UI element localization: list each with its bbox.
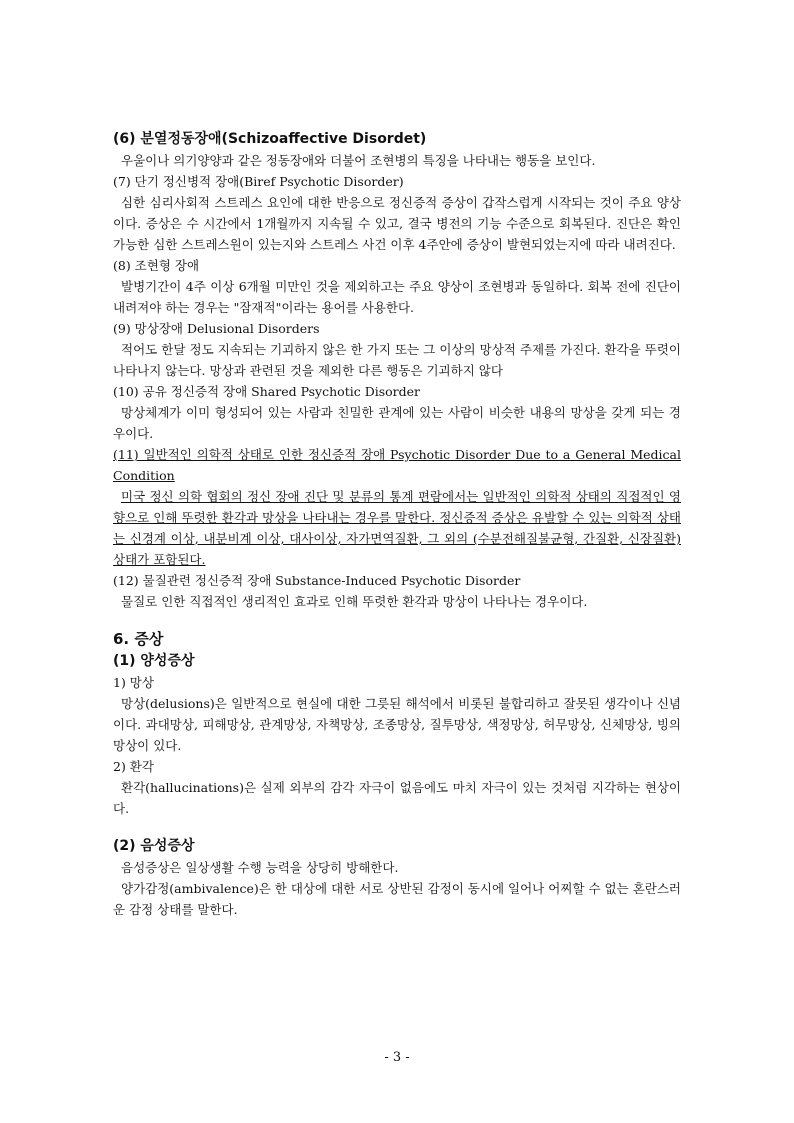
ambivalence-text: 양가감정(ambivalence)은 한 대상에 대한 서로 상반된 감정이 동시에 일어나 어찌할 수 없는 혼란스러운 감정 상태를 말한다. — [113, 881, 681, 917]
schizophreniform-text: 발병기간이 4주 이상 6개월 미만인 것을 제외하고는 주요 양상이 조현병과 동일하다. 회복 전에 진단이 내려져야 하는 경우는 "잠재적"이라는 용어를 사용한다. — [113, 279, 681, 315]
brief-psychotic-heading: (7) 단기 정신병적 장애(Biref Psychotic Disorder) — [113, 174, 404, 189]
negative-symptoms-heading: (2) 음성증상 — [113, 838, 195, 854]
delusional-text: 적어도 한달 정도 지속되는 기괴하지 않은 한 가지 또는 그 이상의 망상적 주제를 가진다. 환각을 뚜렷이 나타나지 않는다. 망상과 관련된 것을 제외한 다른 행동은 기괴하지 않다 — [113, 342, 681, 378]
substance-induced-heading: (12) 물질관련 정신증적 장애 Substance-Induced Psychotic Disorder — [113, 573, 521, 588]
brief-psychotic-text: 심한 심리사회적 스트레스 요인에 대한 반응으로 정신증적 증상이 갑작스럽게 시작되는 것이 주요 양상이다. 증상은 수 시간에서 1개월까지 지속될 수 있고, 결국 병전의 기능 수준으로 회복된다. 진단은 확인 가능한 심한 스트레스원이 있는지와 스트레스 사건 이후 4주안에 증상이 발현되었는지에 따라 내려진다. — [113, 195, 681, 252]
section-spacer — [113, 612, 681, 628]
hallucinations-heading: 2) 환각 — [113, 759, 154, 774]
medical-condition-text: 미국 정신 의학 협회의 정신 장애 진단 및 분류의 통계 편람에서는 일반적인 의학적 상태의 직접적인 영향으로 인해 뚜렷한 환각과 망상을 나타내는 경우를 말한다. 정신증적 증상은 유발할 수 있는 의학적 상태는 신경계 이상, 내분비계 이상, 대사이상, 자가면역질환, 그 외의 (수분전해질불균형, 간질환, 신장질환) 상태가 포함된다. — [113, 489, 681, 567]
delusions-text: 망상(delusions)은 일반적으로 현실에 대한 그릇된 해석에서 비롯된 불합리하고 잘못된 생각이나 신념이다. 과대망상, 피해망상, 관계망상, 자책망상, 조종망상, 질투망상, 색정망상, 허무망상, 신체망상, 빙의망상이 있다. — [113, 696, 681, 753]
positive-symptoms-heading: (1) 양성증상 — [113, 653, 195, 669]
negative-symptoms-text: 음성증상은 일상생활 수행 능력을 상당히 방해한다. — [121, 860, 399, 875]
schizophreniform-heading: (8) 조현형 장애 — [113, 258, 200, 273]
schizoaffective-text: 우울이나 의기양양과 같은 정동장애와 더불어 조현병의 특징을 나타내는 행동을 보인다. — [121, 153, 596, 168]
delusional-heading: (9) 망상장애 Delusional Disorders — [113, 321, 320, 336]
symptoms-heading: 6. 증상 — [113, 630, 164, 648]
hallucinations-text: 환각(hallucinations)은 실제 외부의 감각 자극이 없음에도 마치 자극이 있는 것처럼 지각하는 현상이다. — [113, 780, 681, 816]
shared-psychotic-heading: (10) 공유 정신증적 장애 Shared Psychotic Disorder — [113, 384, 421, 399]
page-number: - 3 - — [384, 1050, 410, 1065]
page-content — [113, 128, 681, 920]
schizoaffective-heading: (6) 분열정동장애(Schizoaffective Disordet) — [113, 131, 427, 147]
delusions-heading: 1) 망상 — [113, 675, 154, 690]
shared-psychotic-text: 망상체계가 이미 형성되어 있는 사람과 친밀한 관계에 있는 사람이 비슷한 내용의 망상을 갖게 되는 경우이다. — [113, 405, 681, 441]
section-spacer — [113, 819, 681, 835]
medical-condition-heading: (11) 일반적인 의학적 상태로 인한 정신증적 장애 Psychotic Disorder Due to a General Medical Condition — [113, 447, 681, 483]
substance-induced-text: 물질로 인한 직접적인 생리적인 효과로 인해 뚜렷한 환각과 망상이 나타나는 경우이다. — [121, 594, 588, 609]
